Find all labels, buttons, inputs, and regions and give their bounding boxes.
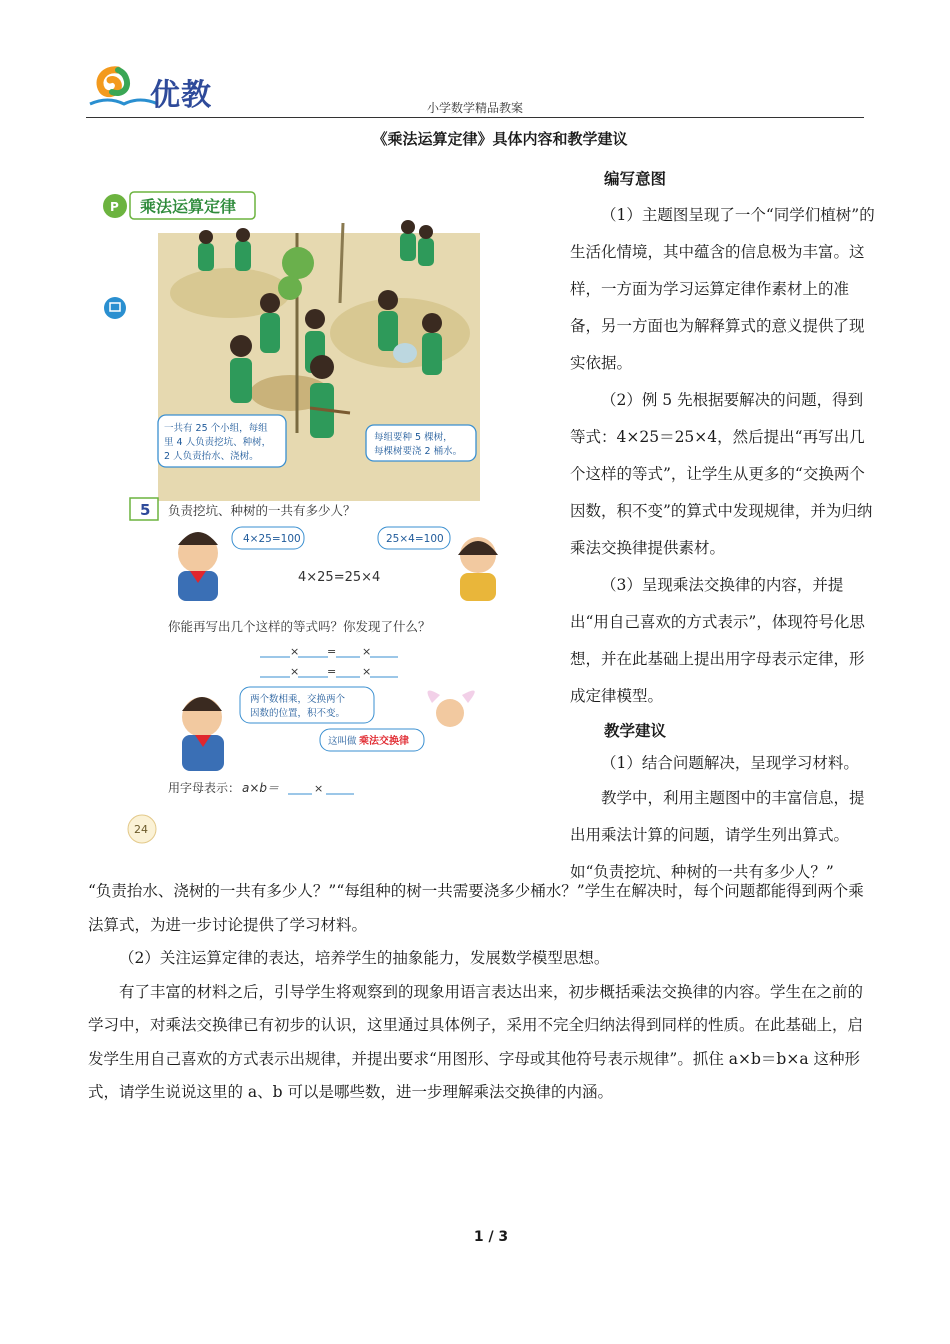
sapling: [282, 247, 314, 279]
banner-text: 乘法运算定律: [140, 197, 237, 216]
paragraph: “负责抬水、浇树的一共有多少人？”“每组种的树一共需要浇多少桶水？”学生在解决时，每个问题都能得到两个乘法算式，为进一步讨论提供了学习材料。: [88, 882, 864, 934]
svg-text:=: =: [327, 645, 337, 658]
svg-text:每棵树要浇 2 桶水。: 每棵树要浇 2 桶水。: [374, 446, 463, 457]
header-divider: [86, 117, 864, 118]
letters-prefix: 用字母表示：: [168, 781, 241, 795]
paragraph: 有了丰富的材料之后，引导学生将观察到的现象用语言表达出来，初步概括乘法交换律的内容。学生在之前的学习中，对乘法交换律已有初步的认识，这里通过具体例子，采用不完全归纳法得到同样的性质。在此基础上，启发学生用自己喜欢的方式表示出规律，并提出要求“用图形、字母或其他符号表示规律”。抓住 a×b＝b×a 这种形式，请学生说说这里的 a、b 可以是哪些数，进一步理解乘法交换律的内涵。: [88, 982, 864, 1101]
svg-text:每组要种 5 棵树，: 每组要种 5 棵树，: [374, 432, 453, 443]
section-heading-teaching-advice: 教学建议: [604, 721, 667, 740]
brand-name: 优教: [150, 78, 212, 113]
angel-avatar: [436, 699, 464, 727]
example-question: 负责挖坑、种树的一共有多少人？: [168, 503, 356, 518]
header-subtitle: 小学数学精品教案: [426, 101, 523, 115]
full-width-text: [88, 875, 866, 1110]
example-number: 5: [140, 501, 151, 519]
book-page-number: 24: [134, 823, 148, 836]
svg-text:里 4 人负责挖坑、种树，: 里 4 人负责挖坑、种树，: [164, 437, 272, 448]
paragraph: （2）关注运算定律的表达，培养学生的抽象能力，发展数学模型思想。: [119, 949, 610, 967]
svg-text:一共有 25 个小组，每组: 一共有 25 个小组，每组: [164, 423, 268, 434]
svg-text:2 人负责抬水、浇树。: 2 人负责抬水、浇树。: [164, 451, 259, 462]
paragraph: 教学中，利用主题图中的丰富信息，提出用乘法计算的问题，请学生列出算式。如“负责挖坑、种树的一共有多少人？”: [570, 789, 865, 881]
svg-text:因数的位置，积不变。: 因数的位置，积不变。: [250, 708, 346, 719]
svg-text:两个数相乘，交换两个: 两个数相乘，交换两个: [250, 694, 346, 705]
svg-text:=: =: [327, 665, 337, 678]
paragraph: （3）呈现乘法交换律的内容，并提出“用自己喜欢的方式表示”，体现符号化思想，并在此基础上提出用字母表示定律，形成定律模型。: [570, 576, 865, 705]
svg-text:×: ×: [362, 645, 372, 658]
eq-center: 4×25=25×4: [298, 570, 381, 585]
document-title: 《乘法运算定律》具体内容和教学建议: [372, 130, 628, 148]
location-pin-icon: [104, 297, 126, 319]
section-heading-writing-intent: 编写意图: [604, 169, 667, 188]
law-name: 乘法交换律: [359, 736, 409, 747]
prompt: 你能再写出几个这样的等式吗？你发现了什么？: [168, 619, 431, 634]
eq-right: 25×4=100: [386, 533, 444, 545]
svg-text:这叫做: 这叫做: [328, 736, 357, 747]
svg-text:×: ×: [314, 782, 324, 795]
eq-left: 4×25=100: [243, 533, 301, 545]
svg-text:×: ×: [290, 645, 300, 658]
svg-text:×: ×: [362, 665, 372, 678]
letters-expr: a×b＝: [242, 781, 280, 795]
paragraph: （2）例 5 先根据要解决的问题，得到等式：4×25＝25×4，然后提出“再写出几个这样的等式”，让学生从更多的“交换两个因数，积不变”的算式中发现规律，并为归纳乘法交换律提供素材。: [570, 391, 873, 557]
right-column: [570, 160, 875, 891]
svg-text:×: ×: [290, 665, 300, 678]
page-number: 1 / 3: [473, 1229, 509, 1245]
paragraph: （1）结合问题解决，呈现学习材料。: [601, 754, 859, 772]
paragraph: （1）主题图呈现了一个“同学们植树”的生活化情境，其中蕴含的信息极为丰富。这样，一方面为学习运算定律作素材上的准备，另一方面也为解释算式的意义提供了现实依据。: [570, 206, 875, 372]
svg-text:P: P: [110, 200, 119, 214]
textbook-illustration: [100, 183, 500, 848]
